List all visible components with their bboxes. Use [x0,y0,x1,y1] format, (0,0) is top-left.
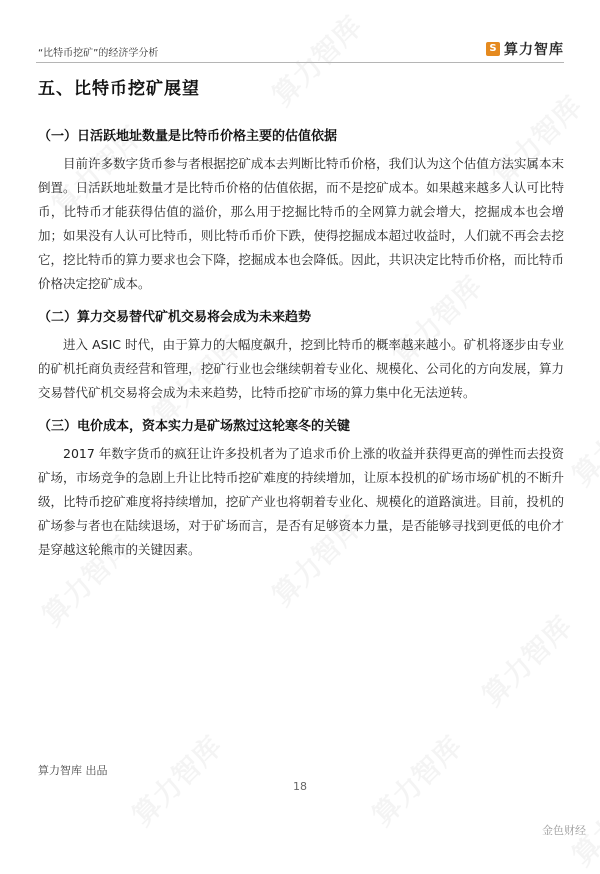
subsection-title-1: （一）日活跃地址数量是比特币价格主要的估值依据 [38,129,338,144]
subsection-paragraph-3: 2017 年数字货币的疯狂让许多投机者为了追求币价上涨的收益并获得更高的弹性而去投资矿场，市场竞争的急剧上升让比特币挖矿难度的持续增加，让原本投机的矿场市场矿机的不断升级，比特币挖矿难度将持续增加，挖矿产业也将朝着专业化、规模化的道路演进。目前，投机的矿场参与者也在陆续退场，对于矿场而言，是否有足够资本力量，是否能够寻找到更低的电价才是穿越这轮熊市的关键因素。 [38,446,564,557]
section-title: 五、比特币挖矿展望 [38,79,200,99]
watermark-text [562,386,600,493]
brand-mark-icon: S [486,42,500,56]
watermark-text [472,606,579,713]
brand-name: 算力智库 [504,42,564,58]
page-header [36,42,564,63]
header-title: “比特币挖矿”的经济学分析 [38,48,159,59]
subsection-title-3: （三）电价成本，资本实力是矿场熬过这轮寒冬的关键 [38,419,351,434]
document-body [38,74,564,572]
subsection-title-2: （二）算力交易替代矿机交易将会成为未来趋势 [38,310,312,325]
page-number: 18 [293,780,307,793]
publisher-credit: 算力智库 出品 [38,764,108,777]
corner-watermark: 金色财经 [542,824,586,837]
brand-logo [486,39,564,59]
subsection-paragraph-2: 进入 ASIC 时代，由于算力的大幅度飙升，挖到比特币的概率越来越小。矿机将逐步由专业的矿机托商负责经营和管理，挖矿行业也会继续朝着专业化、规模化、公司化的方向发展，算力交易替代矿机交易将会成为未来趋势，比特币挖矿市场的算力集中化无法逆转。 [38,337,564,400]
subsection-paragraph-1: 目前许多数字货币参与者根据挖矿成本去判断比特币价格，我们认为这个估值方法实属本末倒置。日活跃地址数量才是比特币价格的估值依据，而不是挖矿成本。如果越来越多人认可比特币，比特币才能获得估值的溢价，那么用于挖掘比特币的全网算力就会增大，挖掘成本也会增加；如果没有人认可比特币，则比特币币价下跌，使得挖掘成本超过收益时，人们就不再会去挖它，挖比特币的算力要求也会下降，挖掘成本也会降低。因此，共识决定比特币价格，而比特币价格决定挖矿成本。 [38,156,564,291]
